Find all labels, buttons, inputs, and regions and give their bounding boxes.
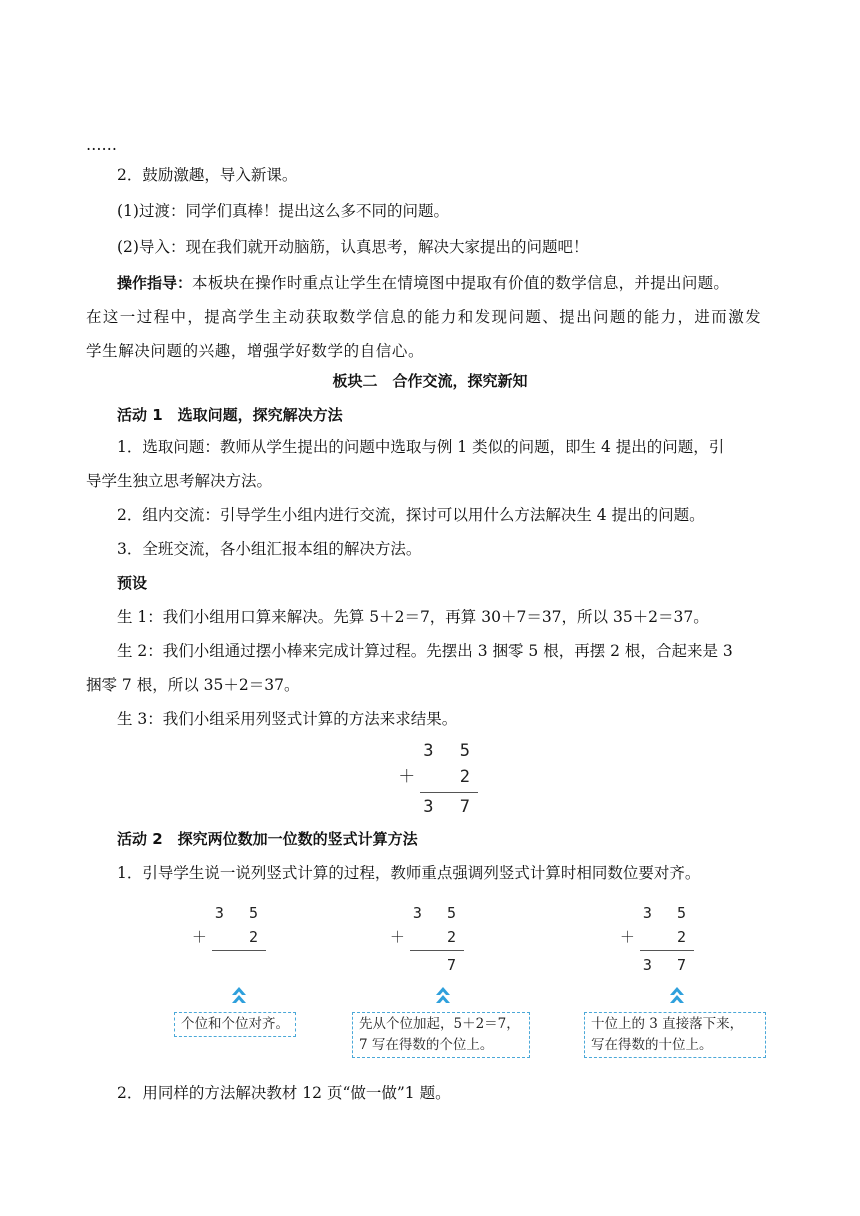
transition-line: (1)过渡：同学们真棒！提出这么多不同的问题。 xyxy=(117,202,449,220)
a2-item-2: 2．用同样的方法解决教材 12 页“做一做”1 题。 xyxy=(117,1084,451,1102)
step-3-calculation xyxy=(619,900,694,976)
step-2-mid: ＋ 2 xyxy=(389,928,464,946)
a1-item-1-line-1: 1．选取问题：教师从学生提出的问题中选取与例 1 类似的问题，即生 4 提出的问题，引 xyxy=(117,438,725,456)
activity-2-title: 活动 2 探究两位数加一位数的竖式计算方法 xyxy=(117,830,418,848)
step-3-note-line-1: 十位上的 3 直接落下来， xyxy=(591,1016,744,1032)
ellipsis: …… xyxy=(86,136,117,154)
addend-top: 3 5 xyxy=(423,741,478,761)
step-2-heading: 2．鼓励激趣，导入新课。 xyxy=(117,166,298,184)
a1-item-1-line-2: 导学生独立思考解决方法。 xyxy=(86,472,273,490)
step-3-line xyxy=(640,950,694,951)
guide-paragraph-line-3: 学生解决问题的兴趣，增强学好数学的自信心。 xyxy=(86,342,425,360)
guide-paragraph-line-2: 在这一过程中，提高学生主动获取数学信息的能力和发现问题、提出问题的能力，进而激发 xyxy=(86,308,763,326)
vertical-calculation-main xyxy=(398,738,478,820)
sum-line xyxy=(420,792,478,793)
a1-item-3: 3．全班交流，各小组汇报本组的解决方法。 xyxy=(117,540,422,558)
step-3-mid: ＋ 2 xyxy=(619,928,694,946)
step-2-note xyxy=(352,1012,530,1058)
up-arrow-icon xyxy=(670,987,684,1005)
step-3-note-line-2: 写在得数的十位上。 xyxy=(591,1037,713,1053)
step-2-bottom: 7 xyxy=(446,956,464,974)
step-1-top: 3 5 xyxy=(214,904,266,922)
step-1-note xyxy=(174,1012,296,1037)
step-2-top: 3 5 xyxy=(412,904,464,922)
guide-text-1: 本板块在操作时重点让学生在情境图中提取有价值的数学信息，并提出问题。 xyxy=(192,274,730,292)
guide-label: 操作指导： xyxy=(117,274,193,292)
a1-item-2: 2．组内交流：引导学生小组内进行交流，探讨可以用什么方法解决生 4 提出的问题。 xyxy=(117,506,705,524)
activity-1-title: 活动 1 选取问题，探究解决方法 xyxy=(117,406,343,424)
preset-label: 预设 xyxy=(117,574,148,592)
a2-item-1: 1．引导学生说一说列竖式计算的过程，教师重点强调列竖式计算时相同数位要对齐。 xyxy=(117,864,701,882)
step-1-calculation xyxy=(191,900,266,976)
step-2-note-line-2: 7 写在得数的个位上。 xyxy=(359,1037,494,1053)
student-2-line-2: 捆零 7 根，所以 35＋2＝37。 xyxy=(86,676,300,694)
step-2-line xyxy=(410,950,464,951)
student-1: 生 1：我们小组用口算来解决。先算 5＋2＝7，再算 30＋7＝37，所以 35＋2＝37。 xyxy=(117,608,709,626)
up-arrow-icon xyxy=(232,987,246,1005)
step-3-note xyxy=(584,1012,766,1058)
sum: 3 7 xyxy=(423,797,478,817)
step-3-top: 3 5 xyxy=(642,904,694,922)
student-3: 生 3：我们小组采用列竖式计算的方法来求结果。 xyxy=(117,710,458,728)
step-2-note-line-1: 先从个位加起，5＋2＝7， xyxy=(359,1016,520,1032)
step-1-note-line-1: 个位和个位对齐。 xyxy=(181,1016,289,1032)
addend-bottom: ＋ 2 xyxy=(398,767,478,787)
up-arrow-icon xyxy=(436,987,450,1005)
section-2-title: 板块二 合作交流，探究新知 xyxy=(332,372,528,390)
student-2-line-1: 生 2：我们小组通过摆小棒来完成计算过程。先摆出 3 捆零 5 根，再摆 2 根，合起来是 3 xyxy=(117,642,733,660)
step-1-line xyxy=(212,950,266,951)
step-2-calculation xyxy=(389,900,464,976)
introduction-line: (2)导入：现在我们就开动脑筋，认真思考，解决大家提出的问题吧！ xyxy=(117,238,589,256)
guide-paragraph-line-1 xyxy=(117,266,787,300)
step-1-mid: ＋ 2 xyxy=(191,928,266,946)
step-3-bottom: 3 7 xyxy=(642,956,694,974)
